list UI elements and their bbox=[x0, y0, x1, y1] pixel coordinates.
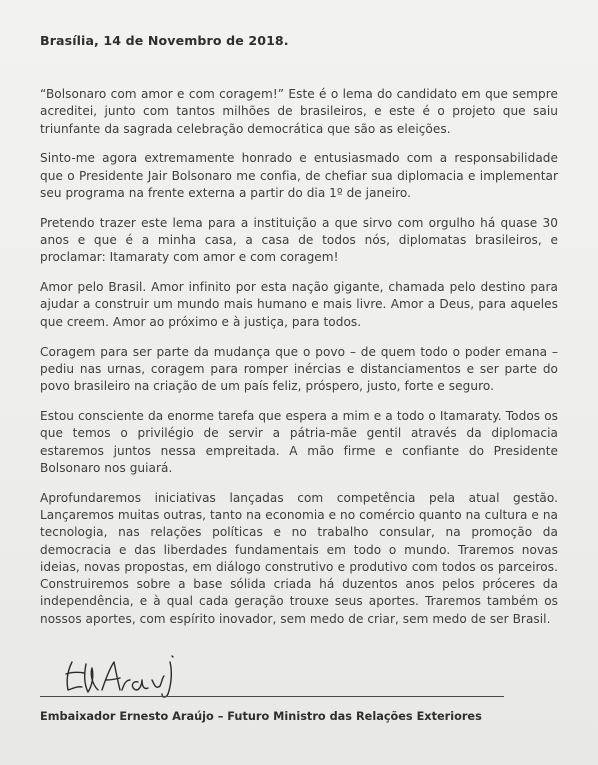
paragraph-2: Sinto-me agora extremamente honrado e entusiasmado com a responsabilidade que o Presidente Jair Bolsonaro me confia, de chefiar sua diplomacia e implementar seu programa na frente externa a partir do dia 1º de janeiro. bbox=[40, 151, 558, 200]
paragraph-4: Amor pelo Brasil. Amor infinito por esta nação gigante, chamada pelo destino para ajudar a construir um mundo mais humano e mais livre. Amor a Deus, para aqueles que creem. Amor ao próximo e à justiça, para todos. bbox=[40, 280, 558, 329]
paragraph-3: Pretendo trazer este lema para a instituição a que sirvo com orgulho há quase 30 anos e que é a minha casa, a casa de todos nós, diplomatas brasileiros, e proclamar: Itamaraty com amor e com coragem! bbox=[40, 215, 558, 265]
letter-body bbox=[40, 86, 558, 641]
signer-name: Embaixador Ernesto Araújo – Futuro Ministro das Relações Exteriores bbox=[40, 710, 482, 723]
handwritten-signature bbox=[58, 650, 188, 700]
letter-date: Brasília, 14 de Novembro de 2018. bbox=[40, 33, 289, 48]
signature-line bbox=[40, 696, 504, 697]
paragraph-6: Estou consciente da enorme tarefa que espera a mim e a todo o Itamaraty. Todos os que temos o privilégio de servir a pátria-mãe gentil através da diplomacia estaremos juntos nessa empreitada. A mão firme e confiante do Presidente Bolsonaro nos guiará. bbox=[40, 408, 558, 475]
paragraph-5: Coragem para ser parte da mudança que o povo – de quem todo o poder emana – pediu nas urnas, coragem para romper inércias e distanciamentos e ser parte do povo brasileiro na criação de um país feliz, próspero, justo, forte e seguro. bbox=[40, 344, 558, 394]
paragraph-7: Aprofundaremos iniciativas lançadas com competência pela atual gestão. Lançaremos muitas outras, tanto na economia e no comércio quanto na cultura e na tecnologia, nas relações políticas e no trabalho consular, na promoção da democracia e das liberdades fundamentais em todo o mundo. Traremos novas ideias, novas propostas, em diálogo construtivo e produtivo com todos os parceiros. Construiremos sobre a base sólida criada há duzentos anos pelos próceres da independência, e à qual cada geração trouxe seus aportes. Traremos também os nossos aportes, com espírito inovador, sem medo de criar, sem medo de ser Brasil. bbox=[40, 490, 558, 626]
paragraph-1: “Bolsonaro com amor e com coragem!” Este é o lema do candidato em que sempre acreditei, junto com tantos milhões de brasileiros, e este é o projeto que saiu triunfante da sagrada celebração democrática que são as eleições. bbox=[40, 87, 558, 136]
